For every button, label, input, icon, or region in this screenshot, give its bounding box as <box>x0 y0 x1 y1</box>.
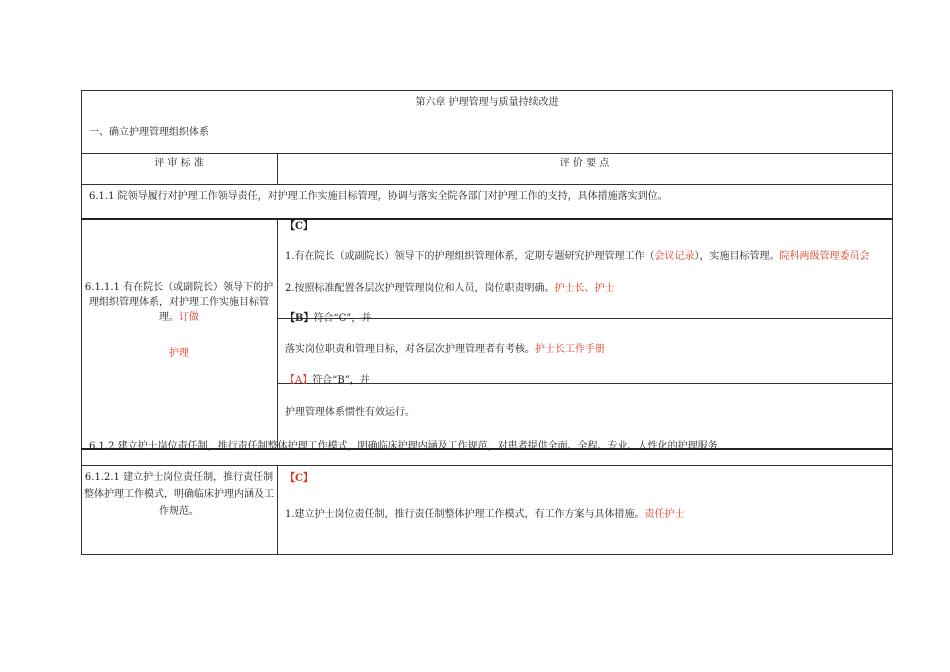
grade-a-label: 【A】 <box>285 375 313 386</box>
standard-6-1-1-1-red-1: 订做 <box>179 312 199 323</box>
standard-6-1-1-1 <box>84 280 274 325</box>
rule-header-top <box>81 153 892 154</box>
header-standard: 评 审 标 准 <box>154 158 204 169</box>
standard-6-1-2-1: 6.1.2.1 建立护士岗位责任制，推行责任制整体护理工作模式，明确临床护理内涵及工作规范。 <box>84 472 274 517</box>
point-c1-red-2: 院科两级管理委员会 <box>779 251 870 262</box>
item-6-1-2: 6.1.2 建立护士岗位责任制，推行责任制整体护理工作模式，明确临床护理内涵及工作规范，对患者提供全面、全程、专业、人性化的护理服务 <box>89 441 718 452</box>
grade-b <box>285 312 371 326</box>
point-b <box>285 343 605 357</box>
rule-item-611-bottom <box>81 218 892 220</box>
point-612-c1 <box>285 508 685 522</box>
point-b-red: 护士长工作手册 <box>535 344 605 355</box>
grade-a-intro: 符合“B”，并 <box>312 375 370 386</box>
standard-6-1-1-1-text: 6.1.1.1 有在院长（或副院长）领导下的护理组织管理体系，对护理工作实施目标管理。 <box>84 282 274 323</box>
item-6-1-1: 6.1.1 院领导履行对护理工作领导责任，对护理工作实施目标管理，协调与落实全院各部门对护理工作的支持，具体措施落实到位。 <box>89 191 668 202</box>
grade-c-label-612: 【C】 <box>285 473 313 484</box>
grade-c-label: 【C】 <box>285 221 313 232</box>
rule-header-bottom <box>81 184 892 185</box>
point-c1-text-2: ），实施目标管理。 <box>694 251 780 262</box>
point-c1-red-1: 会议记录 <box>654 251 695 262</box>
point-c1-text: 1.有在院长（或副院长）领导下的护理组织管理体系，定期专题研究护理管理工作（ <box>285 251 655 262</box>
point-c1 <box>285 250 870 264</box>
rule-col-612 <box>277 465 278 555</box>
grade-a <box>285 374 370 388</box>
rule-item-612-bottom <box>81 465 892 466</box>
point-612-c1-red: 责任护士 <box>644 509 685 520</box>
point-b-text: 落实岗位职责和管理目标，对各层次护理管理者有考核。 <box>285 344 535 355</box>
point-612-c1-text: 1.建立护士岗位责任制，推行责任制整体护理工作模式，有工作方案与具体措施。 <box>285 509 645 520</box>
point-c2-text: 2.按照标准配置各层次护理管理岗位和人员，岗位职责明确。 <box>285 283 555 294</box>
point-c2-red: 护士长、护士 <box>554 283 615 294</box>
standard-6-1-1-1-red-2: 护理 <box>169 348 189 359</box>
grade-b-label: 【B】 <box>285 313 314 324</box>
section-title: 一、确立护理管理组织体系 <box>89 127 209 138</box>
chapter-title: 第六章 护理管理与质量持续改进 <box>415 97 559 108</box>
header-points: 评 价 要 点 <box>559 158 610 169</box>
grade-b-intro: 符合“C”，并 <box>313 313 372 324</box>
rule-col-611 <box>277 218 278 448</box>
point-c2 <box>285 282 615 296</box>
point-a: 护理管理体系惯性有效运行。 <box>285 407 415 418</box>
